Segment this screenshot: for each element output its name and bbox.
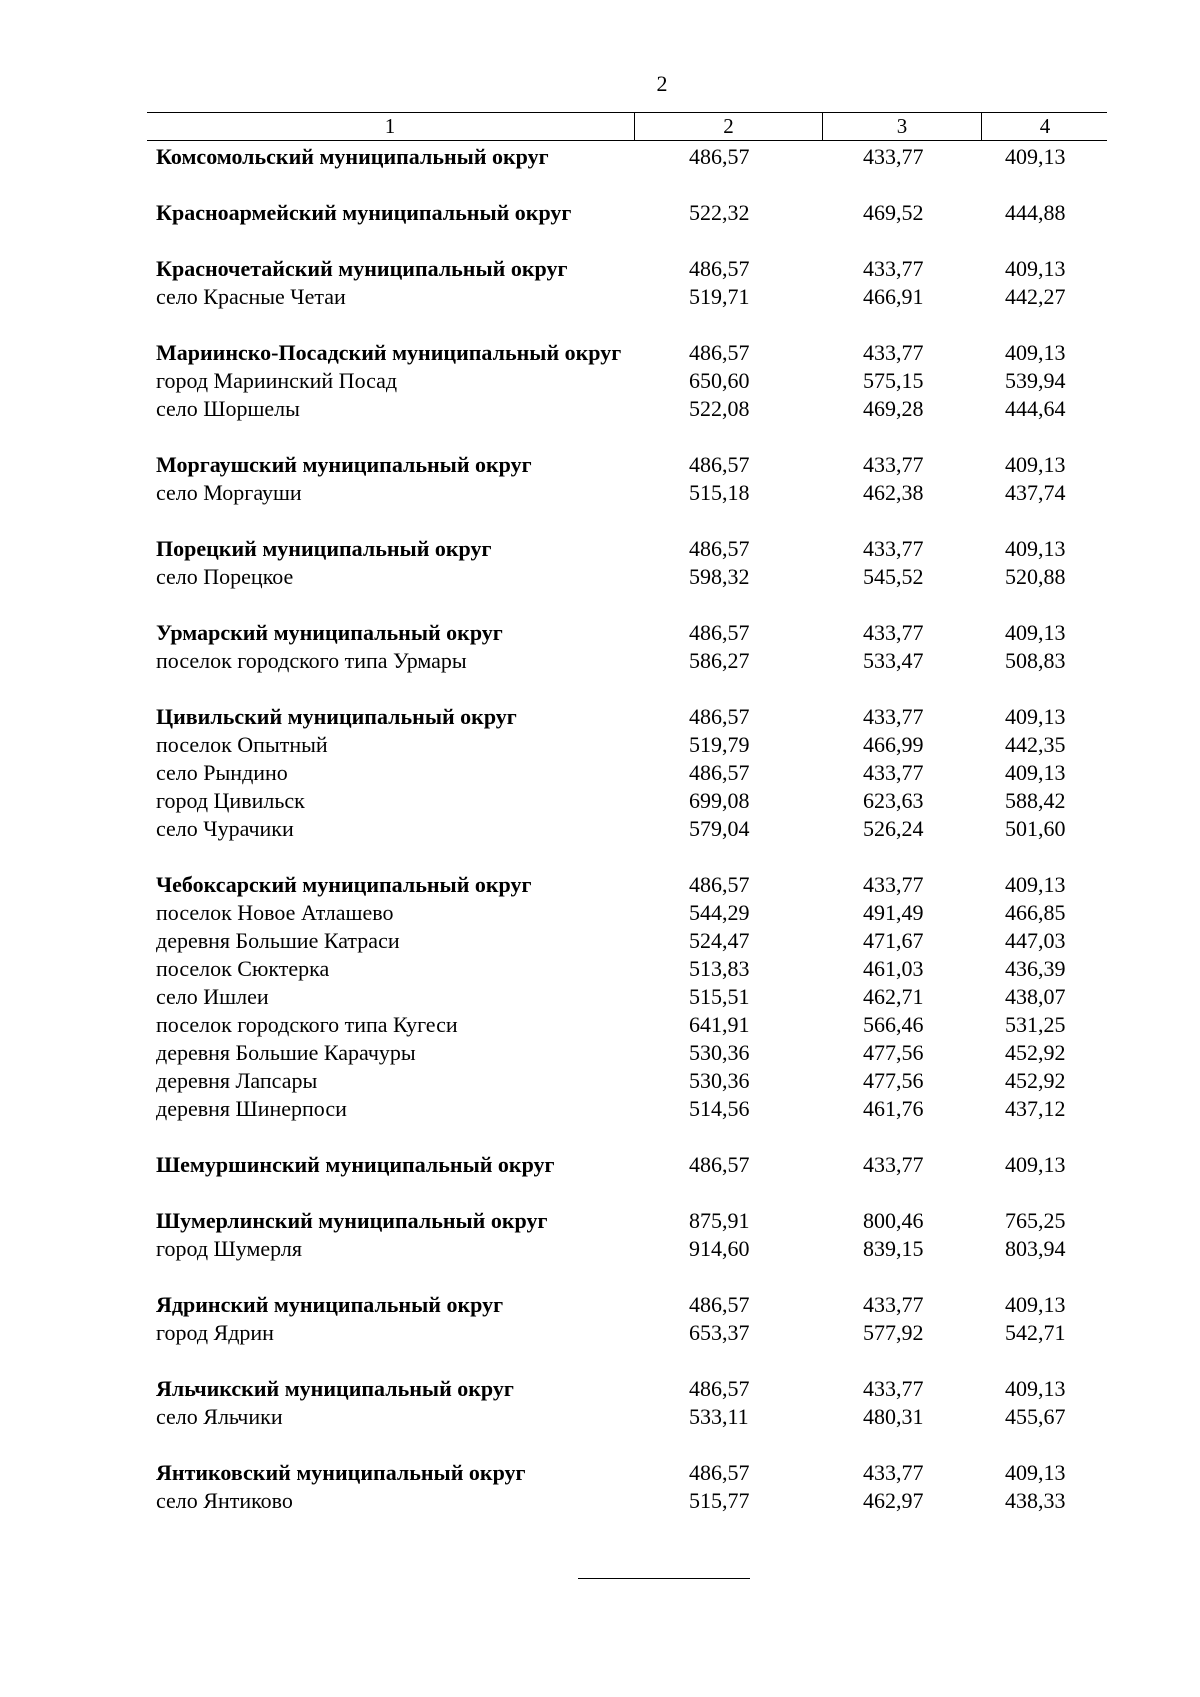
settlement-row [147, 1319, 1107, 1347]
value-col-2: 515,18 [689, 480, 750, 505]
value-col-3: 461,03 [863, 956, 924, 981]
value-col-4: 437,12 [1005, 1096, 1066, 1121]
value-col-4: 409,13 [1005, 1292, 1066, 1317]
value-col-2: 598,32 [689, 564, 750, 589]
value-col-3: 461,76 [863, 1096, 924, 1121]
district-row [147, 451, 1107, 479]
value-col-2: 641,91 [689, 1012, 750, 1037]
value-col-2: 653,37 [689, 1320, 750, 1345]
value-col-4: 409,13 [1005, 256, 1066, 281]
end-separator-line [578, 1578, 750, 1579]
value-col-3: 466,91 [863, 284, 924, 309]
value-col-4: 437,74 [1005, 480, 1066, 505]
district-name: Янтиковский муниципальный округ [156, 1460, 526, 1485]
value-col-4: 588,42 [1005, 788, 1066, 813]
value-col-2: 486,57 [689, 704, 750, 729]
settlement-name: поселок Новое Атлашево [156, 900, 394, 925]
value-col-3: 477,56 [863, 1040, 924, 1065]
district-name: Ядринский муниципальный округ [156, 1292, 504, 1317]
district-group [147, 871, 1107, 1123]
settlement-row [147, 815, 1107, 843]
value-col-2: 486,57 [689, 340, 750, 365]
district-row [147, 1375, 1107, 1403]
value-col-2: 533,11 [689, 1404, 749, 1429]
settlement-name: деревня Большие Карачуры [156, 1040, 416, 1065]
settlement-name: село Красные Четаи [156, 284, 346, 309]
district-row [147, 703, 1107, 731]
value-col-3: 471,67 [863, 928, 924, 953]
page-number: 2 [656, 71, 668, 96]
column-header-3: 3 [822, 113, 981, 140]
settlement-row [147, 563, 1107, 591]
value-col-2: 530,36 [689, 1068, 750, 1093]
settlement-row [147, 983, 1107, 1011]
district-name: Цивильский муниципальный округ [156, 704, 517, 729]
value-col-3: 433,77 [863, 704, 924, 729]
value-col-4: 803,94 [1005, 1236, 1066, 1261]
value-col-3: 433,77 [863, 620, 924, 645]
value-col-2: 515,51 [689, 984, 750, 1009]
settlement-name: деревня Лапсары [156, 1068, 318, 1093]
district-row [147, 871, 1107, 899]
value-col-3: 462,71 [863, 984, 924, 1009]
value-col-2: 524,47 [689, 928, 750, 953]
value-col-4: 539,94 [1005, 368, 1066, 393]
value-col-4: 409,13 [1005, 452, 1066, 477]
district-name: Яльчикский муниципальный округ [156, 1376, 514, 1401]
settlement-name: поселок городского типа Урмары [156, 648, 467, 673]
value-col-4: 444,64 [1005, 396, 1066, 421]
value-col-3: 533,47 [863, 648, 924, 673]
district-row [147, 1151, 1107, 1179]
value-col-4: 501,60 [1005, 816, 1066, 841]
district-group [147, 619, 1107, 675]
column-header-2: 2 [634, 113, 822, 140]
value-col-2: 486,57 [689, 256, 750, 281]
district-name: Мариинско-Посадский муниципальный округ [156, 340, 622, 365]
district-group [147, 703, 1107, 843]
value-col-2: 650,60 [689, 368, 750, 393]
settlement-row [147, 395, 1107, 423]
settlement-name: деревня Шинерпоси [156, 1096, 347, 1121]
value-col-2: 530,36 [689, 1040, 750, 1065]
district-name: Урмарский муниципальный округ [156, 620, 503, 645]
value-col-4: 409,13 [1005, 760, 1066, 785]
value-col-4: 542,71 [1005, 1320, 1066, 1345]
district-group [147, 535, 1107, 591]
district-row [147, 1291, 1107, 1319]
settlement-name: поселок Сюктерка [156, 956, 330, 981]
value-col-3: 433,77 [863, 1460, 924, 1485]
value-col-3: 839,15 [863, 1236, 924, 1261]
value-col-4: 531,25 [1005, 1012, 1066, 1037]
value-col-4: 409,13 [1005, 340, 1066, 365]
value-col-4: 409,13 [1005, 1376, 1066, 1401]
value-col-2: 486,57 [689, 452, 750, 477]
value-col-3: 800,46 [863, 1208, 924, 1233]
value-col-3: 545,52 [863, 564, 924, 589]
settlement-name: деревня Большие Катраси [156, 928, 400, 953]
value-col-4: 442,35 [1005, 732, 1066, 757]
value-col-4: 409,13 [1005, 536, 1066, 561]
settlement-row [147, 1067, 1107, 1095]
settlement-name: город Цивильск [156, 788, 305, 813]
settlement-row [147, 955, 1107, 983]
value-col-3: 433,77 [863, 1292, 924, 1317]
column-header-1: 1 [384, 114, 396, 138]
district-group [147, 199, 1107, 227]
value-col-4: 409,13 [1005, 872, 1066, 897]
settlement-name: село Чурачики [156, 816, 294, 841]
settlement-row [147, 927, 1107, 955]
value-col-2: 486,57 [689, 1152, 750, 1177]
value-col-3: 433,77 [863, 452, 924, 477]
settlement-row [147, 1039, 1107, 1067]
value-col-3: 491,49 [863, 900, 924, 925]
district-group [147, 1291, 1107, 1347]
value-col-2: 522,32 [689, 200, 750, 225]
value-col-2: 486,57 [689, 144, 750, 169]
value-col-3: 566,46 [863, 1012, 924, 1037]
settlement-name: город Ядрин [156, 1320, 274, 1345]
value-col-3: 469,28 [863, 396, 924, 421]
district-name: Порецкий муниципальный округ [156, 536, 492, 561]
settlement-row [147, 787, 1107, 815]
district-name: Чебоксарский муниципальный округ [156, 872, 532, 897]
settlement-row [147, 759, 1107, 787]
value-col-2: 586,27 [689, 648, 750, 673]
district-group [147, 143, 1107, 171]
district-group [147, 255, 1107, 311]
value-col-3: 433,77 [863, 872, 924, 897]
district-name: Комсомольский муниципальный округ [156, 144, 549, 169]
district-group [147, 1375, 1107, 1431]
settlement-row [147, 1403, 1107, 1431]
value-col-3: 433,77 [863, 1376, 924, 1401]
value-col-4: 520,88 [1005, 564, 1066, 589]
value-col-4: 508,83 [1005, 648, 1066, 673]
value-col-4: 444,88 [1005, 200, 1066, 225]
value-col-2: 486,57 [689, 872, 750, 897]
value-col-2: 519,79 [689, 732, 750, 757]
district-row [147, 535, 1107, 563]
table-body [147, 141, 1107, 1515]
value-col-3: 433,77 [863, 256, 924, 281]
value-col-3: 433,77 [863, 536, 924, 561]
value-col-4: 442,27 [1005, 284, 1066, 309]
value-col-2: 513,83 [689, 956, 750, 981]
value-col-4: 447,03 [1005, 928, 1066, 953]
value-col-2: 486,57 [689, 620, 750, 645]
district-group [147, 1459, 1107, 1515]
value-col-2: 522,08 [689, 396, 750, 421]
value-col-2: 486,57 [689, 1292, 750, 1317]
district-name: Моргаушский муниципальный округ [156, 452, 532, 477]
value-col-2: 515,77 [689, 1488, 750, 1513]
district-group [147, 1207, 1107, 1263]
value-col-4: 409,13 [1005, 620, 1066, 645]
value-col-3: 480,31 [863, 1404, 924, 1429]
settlement-row [147, 1011, 1107, 1039]
value-col-2: 699,08 [689, 788, 750, 813]
district-name: Красноармейский муниципальный округ [156, 200, 572, 225]
district-group [147, 451, 1107, 507]
settlement-row [147, 283, 1107, 311]
settlement-row [147, 479, 1107, 507]
district-row [147, 1459, 1107, 1487]
settlement-row [147, 731, 1107, 759]
value-col-4: 409,13 [1005, 144, 1066, 169]
value-col-4: 409,13 [1005, 1460, 1066, 1485]
value-col-3: 433,77 [863, 760, 924, 785]
settlement-name: село Моргауши [156, 480, 302, 505]
settlement-name: село Порецкое [156, 564, 294, 589]
district-group [147, 339, 1107, 423]
value-col-3: 577,92 [863, 1320, 924, 1345]
district-name: Шемуршинский муниципальный округ [156, 1152, 555, 1177]
settlement-name: село Шоршелы [156, 396, 300, 421]
value-col-3: 433,77 [863, 1152, 924, 1177]
value-col-3: 623,63 [863, 788, 924, 813]
district-name: Шумерлинский муниципальный округ [156, 1208, 548, 1233]
table-header [147, 112, 1107, 141]
value-col-4: 466,85 [1005, 900, 1066, 925]
settlement-row [147, 1487, 1107, 1515]
value-col-3: 466,99 [863, 732, 924, 757]
value-col-4: 452,92 [1005, 1040, 1066, 1065]
value-col-3: 526,24 [863, 816, 924, 841]
district-row [147, 1207, 1107, 1235]
value-col-2: 544,29 [689, 900, 750, 925]
settlement-name: село Янтиково [156, 1488, 293, 1513]
value-col-4: 452,92 [1005, 1068, 1066, 1093]
value-col-2: 914,60 [689, 1236, 750, 1261]
settlement-name: город Шумерля [156, 1236, 302, 1261]
value-col-2: 486,57 [689, 1460, 750, 1485]
value-col-2: 486,57 [689, 760, 750, 785]
value-col-4: 409,13 [1005, 704, 1066, 729]
value-col-2: 486,57 [689, 1376, 750, 1401]
value-col-3: 477,56 [863, 1068, 924, 1093]
settlement-name: поселок городского типа Кугеси [156, 1012, 458, 1037]
tariff-table [147, 112, 1107, 1543]
district-row [147, 143, 1107, 171]
value-col-2: 875,91 [689, 1208, 750, 1233]
value-col-3: 433,77 [863, 144, 924, 169]
value-col-2: 514,56 [689, 1096, 750, 1121]
value-col-3: 433,77 [863, 340, 924, 365]
district-row [147, 339, 1107, 367]
settlement-row [147, 899, 1107, 927]
value-col-2: 519,71 [689, 284, 750, 309]
settlement-row [147, 367, 1107, 395]
value-col-3: 575,15 [863, 368, 924, 393]
district-row [147, 255, 1107, 283]
value-col-4: 455,67 [1005, 1404, 1066, 1429]
value-col-4: 765,25 [1005, 1208, 1066, 1233]
value-col-4: 438,33 [1005, 1488, 1066, 1513]
district-row [147, 199, 1107, 227]
value-col-2: 486,57 [689, 536, 750, 561]
column-header-4: 4 [981, 113, 1108, 140]
value-col-4: 409,13 [1005, 1152, 1066, 1177]
district-group [147, 1151, 1107, 1179]
value-col-3: 469,52 [863, 200, 924, 225]
value-col-4: 436,39 [1005, 956, 1066, 981]
value-col-2: 579,04 [689, 816, 750, 841]
settlement-name: поселок Опытный [156, 732, 328, 757]
value-col-4: 438,07 [1005, 984, 1066, 1009]
settlement-row [147, 1235, 1107, 1263]
district-name: Красночетайский муниципальный округ [156, 256, 568, 281]
settlement-name: село Рындино [156, 760, 288, 785]
value-col-3: 462,38 [863, 480, 924, 505]
settlement-row [147, 1095, 1107, 1123]
settlement-name: город Мариинский Посад [156, 368, 398, 393]
value-col-3: 462,97 [863, 1488, 924, 1513]
district-row [147, 619, 1107, 647]
settlement-row [147, 647, 1107, 675]
settlement-name: село Яльчики [156, 1404, 283, 1429]
settlement-name: село Ишлеи [156, 984, 269, 1009]
